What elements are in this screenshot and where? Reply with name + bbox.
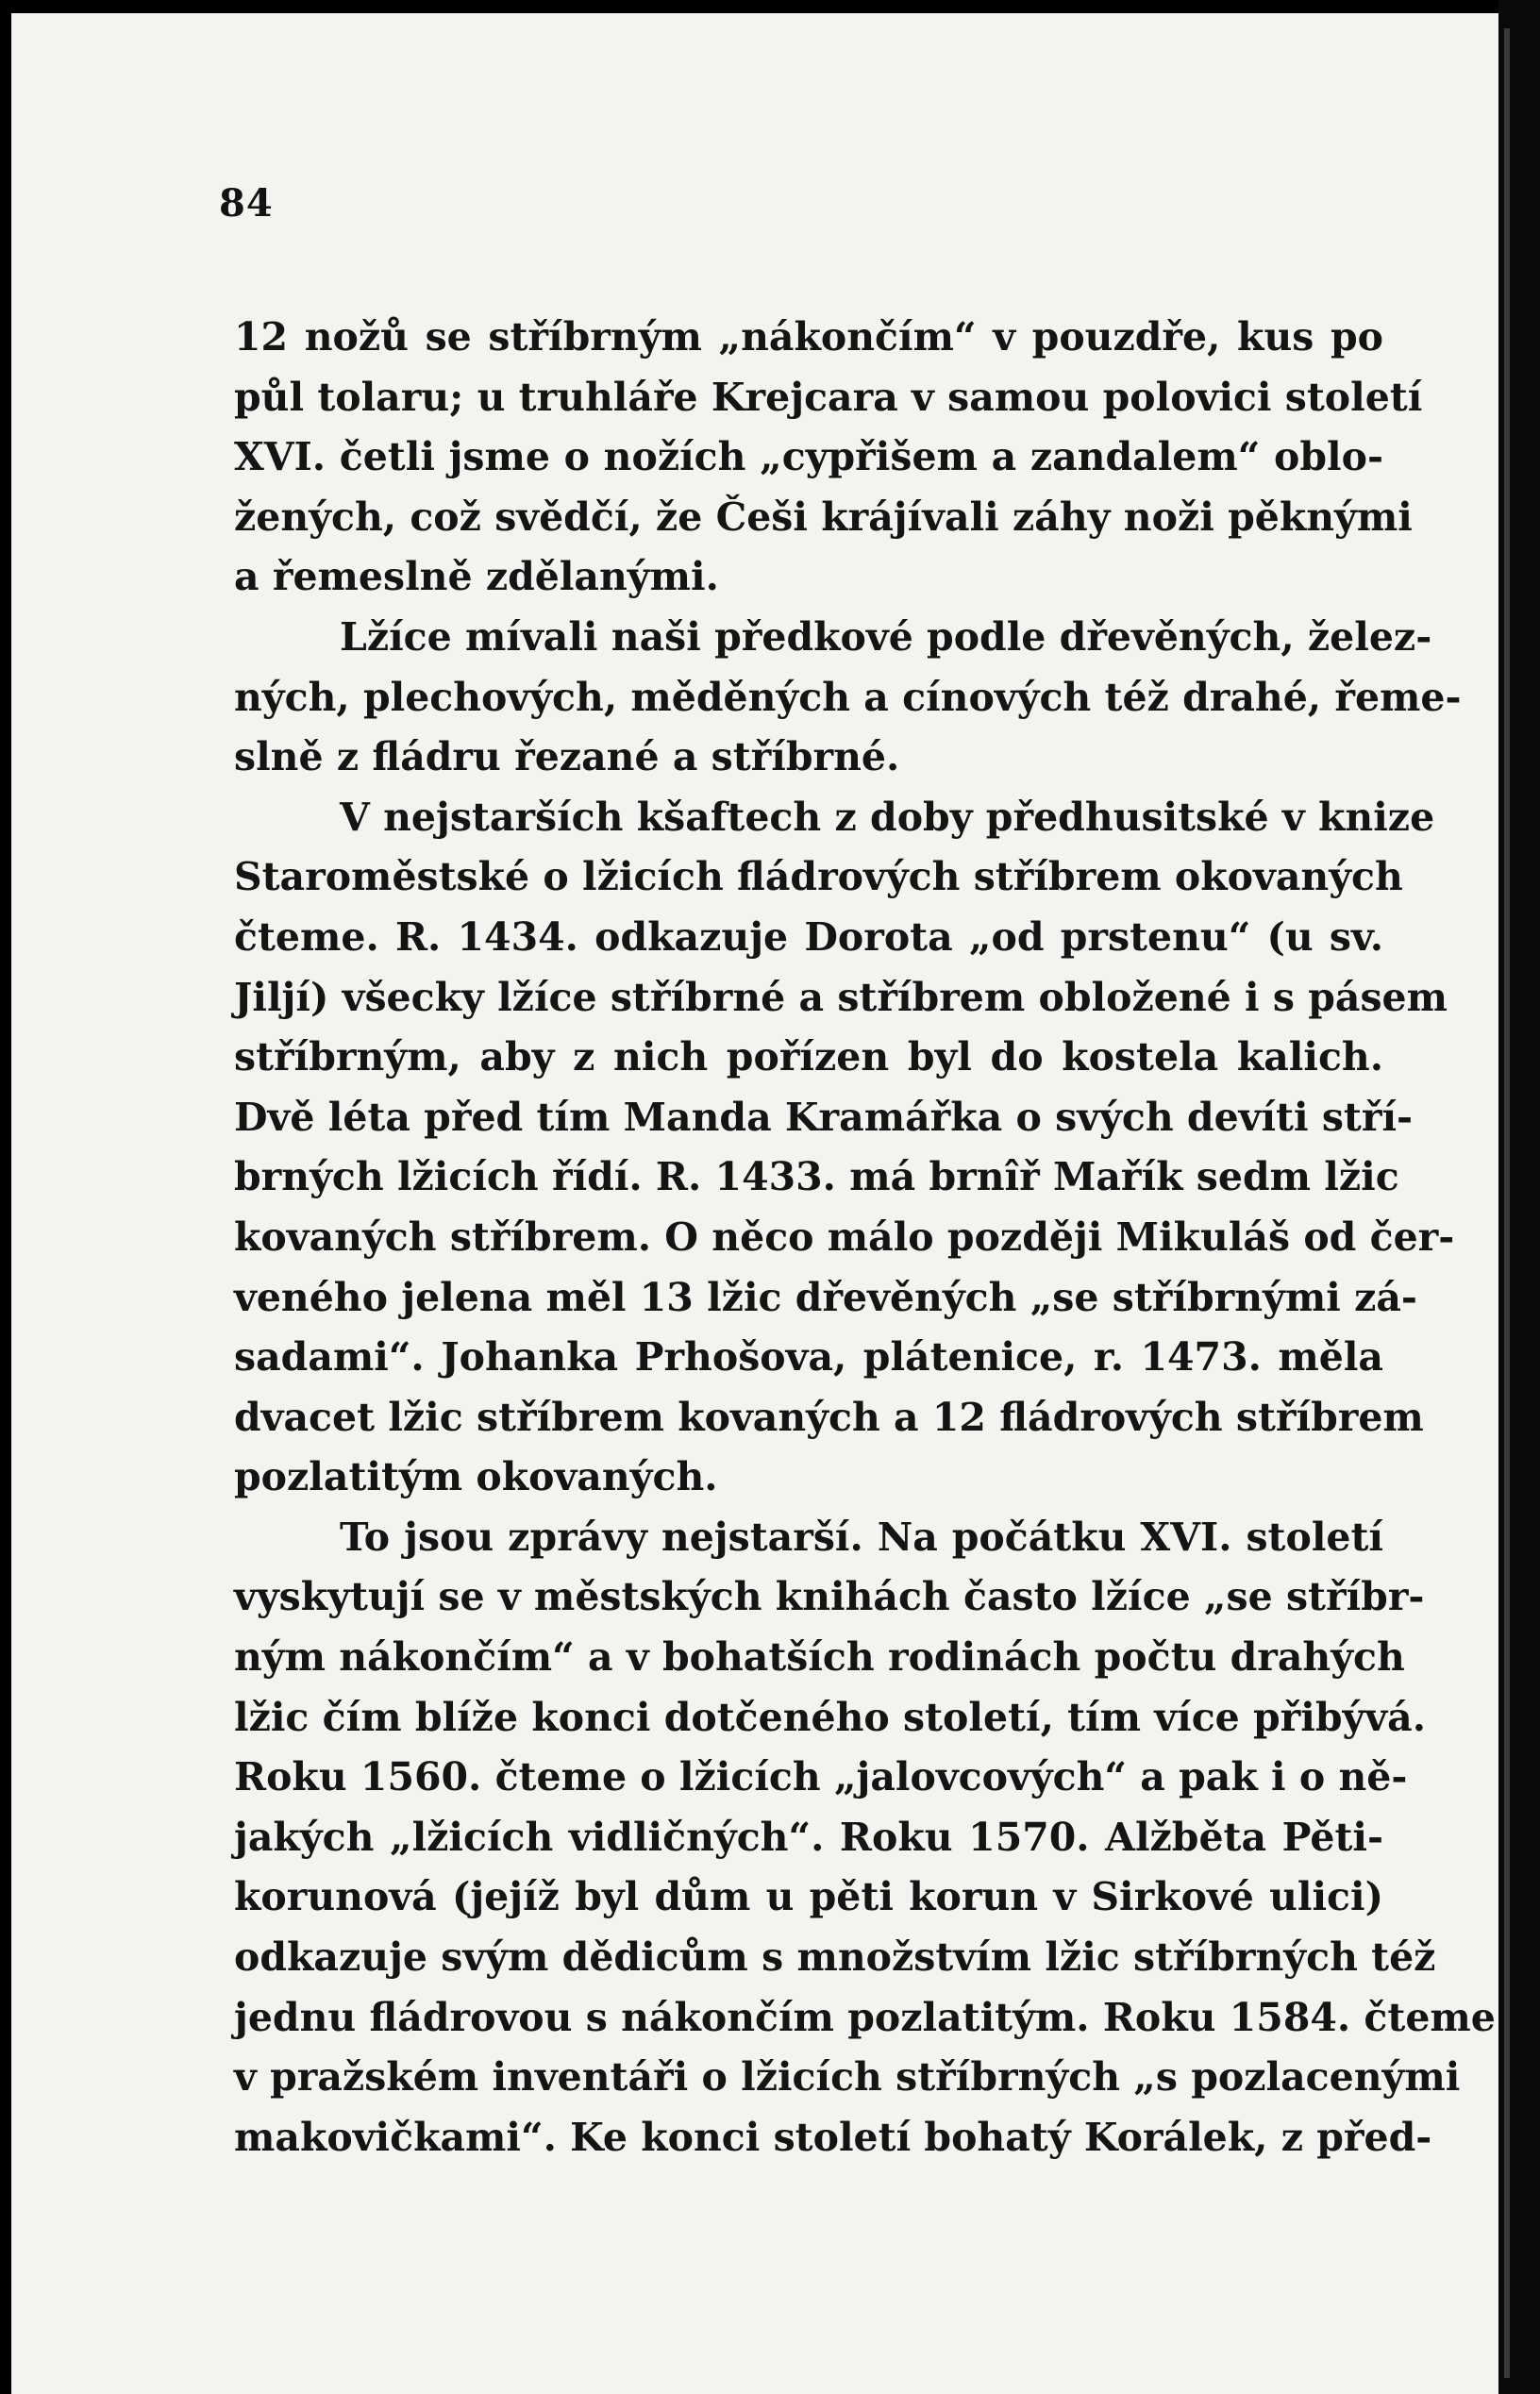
text-line: XVI. četli jsme o nožích „cypřišem a zandalem“ oblo-	[234, 434, 1383, 480]
text-line: V nejstarších kšaftech z doby předhusitské v knize	[340, 794, 1435, 840]
text-line: žených, což svědčí, že Češi krájívali záhy noži pěknými	[234, 494, 1413, 540]
book-page	[11, 13, 1498, 2394]
text-line: pozlatitým okovaných.	[234, 1454, 718, 1500]
page-number: 84	[219, 181, 274, 226]
text-line: půl tolaru; u truhláře Krejcara v samou polovici století	[234, 374, 1423, 420]
text-line: Jiljí) všecky lžíce stříbrné a stříbrem obložené i s pásem	[234, 974, 1448, 1020]
text-line: brných lžicích řídí. R. 1433. má brnîř Mařík sedm lžic	[234, 1154, 1399, 1200]
text-line: veného jelena měl 13 lžic dřevěných „se stříbrnými zá-	[234, 1274, 1417, 1320]
text-line: makovičkami“. Ke konci století bohatý Korálek, z před-	[234, 2114, 1432, 2160]
text-line: korunová (jejíž byl dům u pěti korun v Sirkové ulici)	[234, 1874, 1383, 1920]
text-line: Staroměstské o lžicích fládrových stříbrem okovaných	[234, 854, 1403, 900]
text-line: slně z fládru řezané a stříbrné.	[234, 734, 900, 780]
text-line: 12 nožů se stříbrným „nákončím“ v pouzdře, kus po	[234, 314, 1383, 360]
text-line: odkazuje svým dědicům s množstvím lžic stříbrných též	[234, 1934, 1436, 1981]
text-line: a řemeslně zdělanými.	[234, 554, 719, 600]
text-line: jakých „lžicích vidličných“. Roku 1570. Alžběta Pěti-	[234, 1814, 1383, 1860]
text-line: vyskytují se v městských knihách často lžíce „se stříbr-	[234, 1574, 1425, 1620]
text-line: lžic čím blíže konci dotčeného století, tím více přibývá.	[234, 1694, 1427, 1740]
text-line: ných, plechových, měděných a cínových též drahé, řeme-	[234, 674, 1462, 720]
text-line: sadami“. Johanka Prhošova, plátenice, r. 1473. měla	[234, 1334, 1383, 1381]
text-line: Dvě léta před tím Manda Kramářka o svých devíti stří-	[234, 1094, 1414, 1140]
text-line: v pražském inventáři o lžicích stříbrných „s pozlacenými	[234, 2054, 1461, 2101]
text-line: dvacet lžic stříbrem kovaných a 12 fládrových stříbrem	[234, 1394, 1424, 1440]
text-line: To jsou zprávy nejstarší. Na počátku XVI. století	[340, 1514, 1383, 1560]
text-line: jednu fládrovou s nákončím pozlatitým. Roku 1584. čteme	[234, 1994, 1496, 2040]
text-line: ným nákončím“ a v bohatších rodinách počtu drahých	[234, 1634, 1405, 1681]
text-line: Lžíce mívali naši předkové podle dřevěných, želez-	[340, 613, 1432, 660]
text-line: stříbrným, aby z nich pořízen byl do kostela kalich.	[234, 1034, 1383, 1080]
text-line: Roku 1560. čteme o lžicích „jalovcových“ a pak i o ně-	[234, 1754, 1408, 1800]
body-text	[234, 308, 1496, 2168]
text-line: čteme. R. 1434. odkazuje Dorota „od prstenu“ (u sv.	[234, 913, 1383, 960]
page-edge-line	[1504, 28, 1510, 2378]
text-line: kovaných stříbrem. O něco málo později Mikuláš od čer-	[234, 1214, 1455, 1260]
